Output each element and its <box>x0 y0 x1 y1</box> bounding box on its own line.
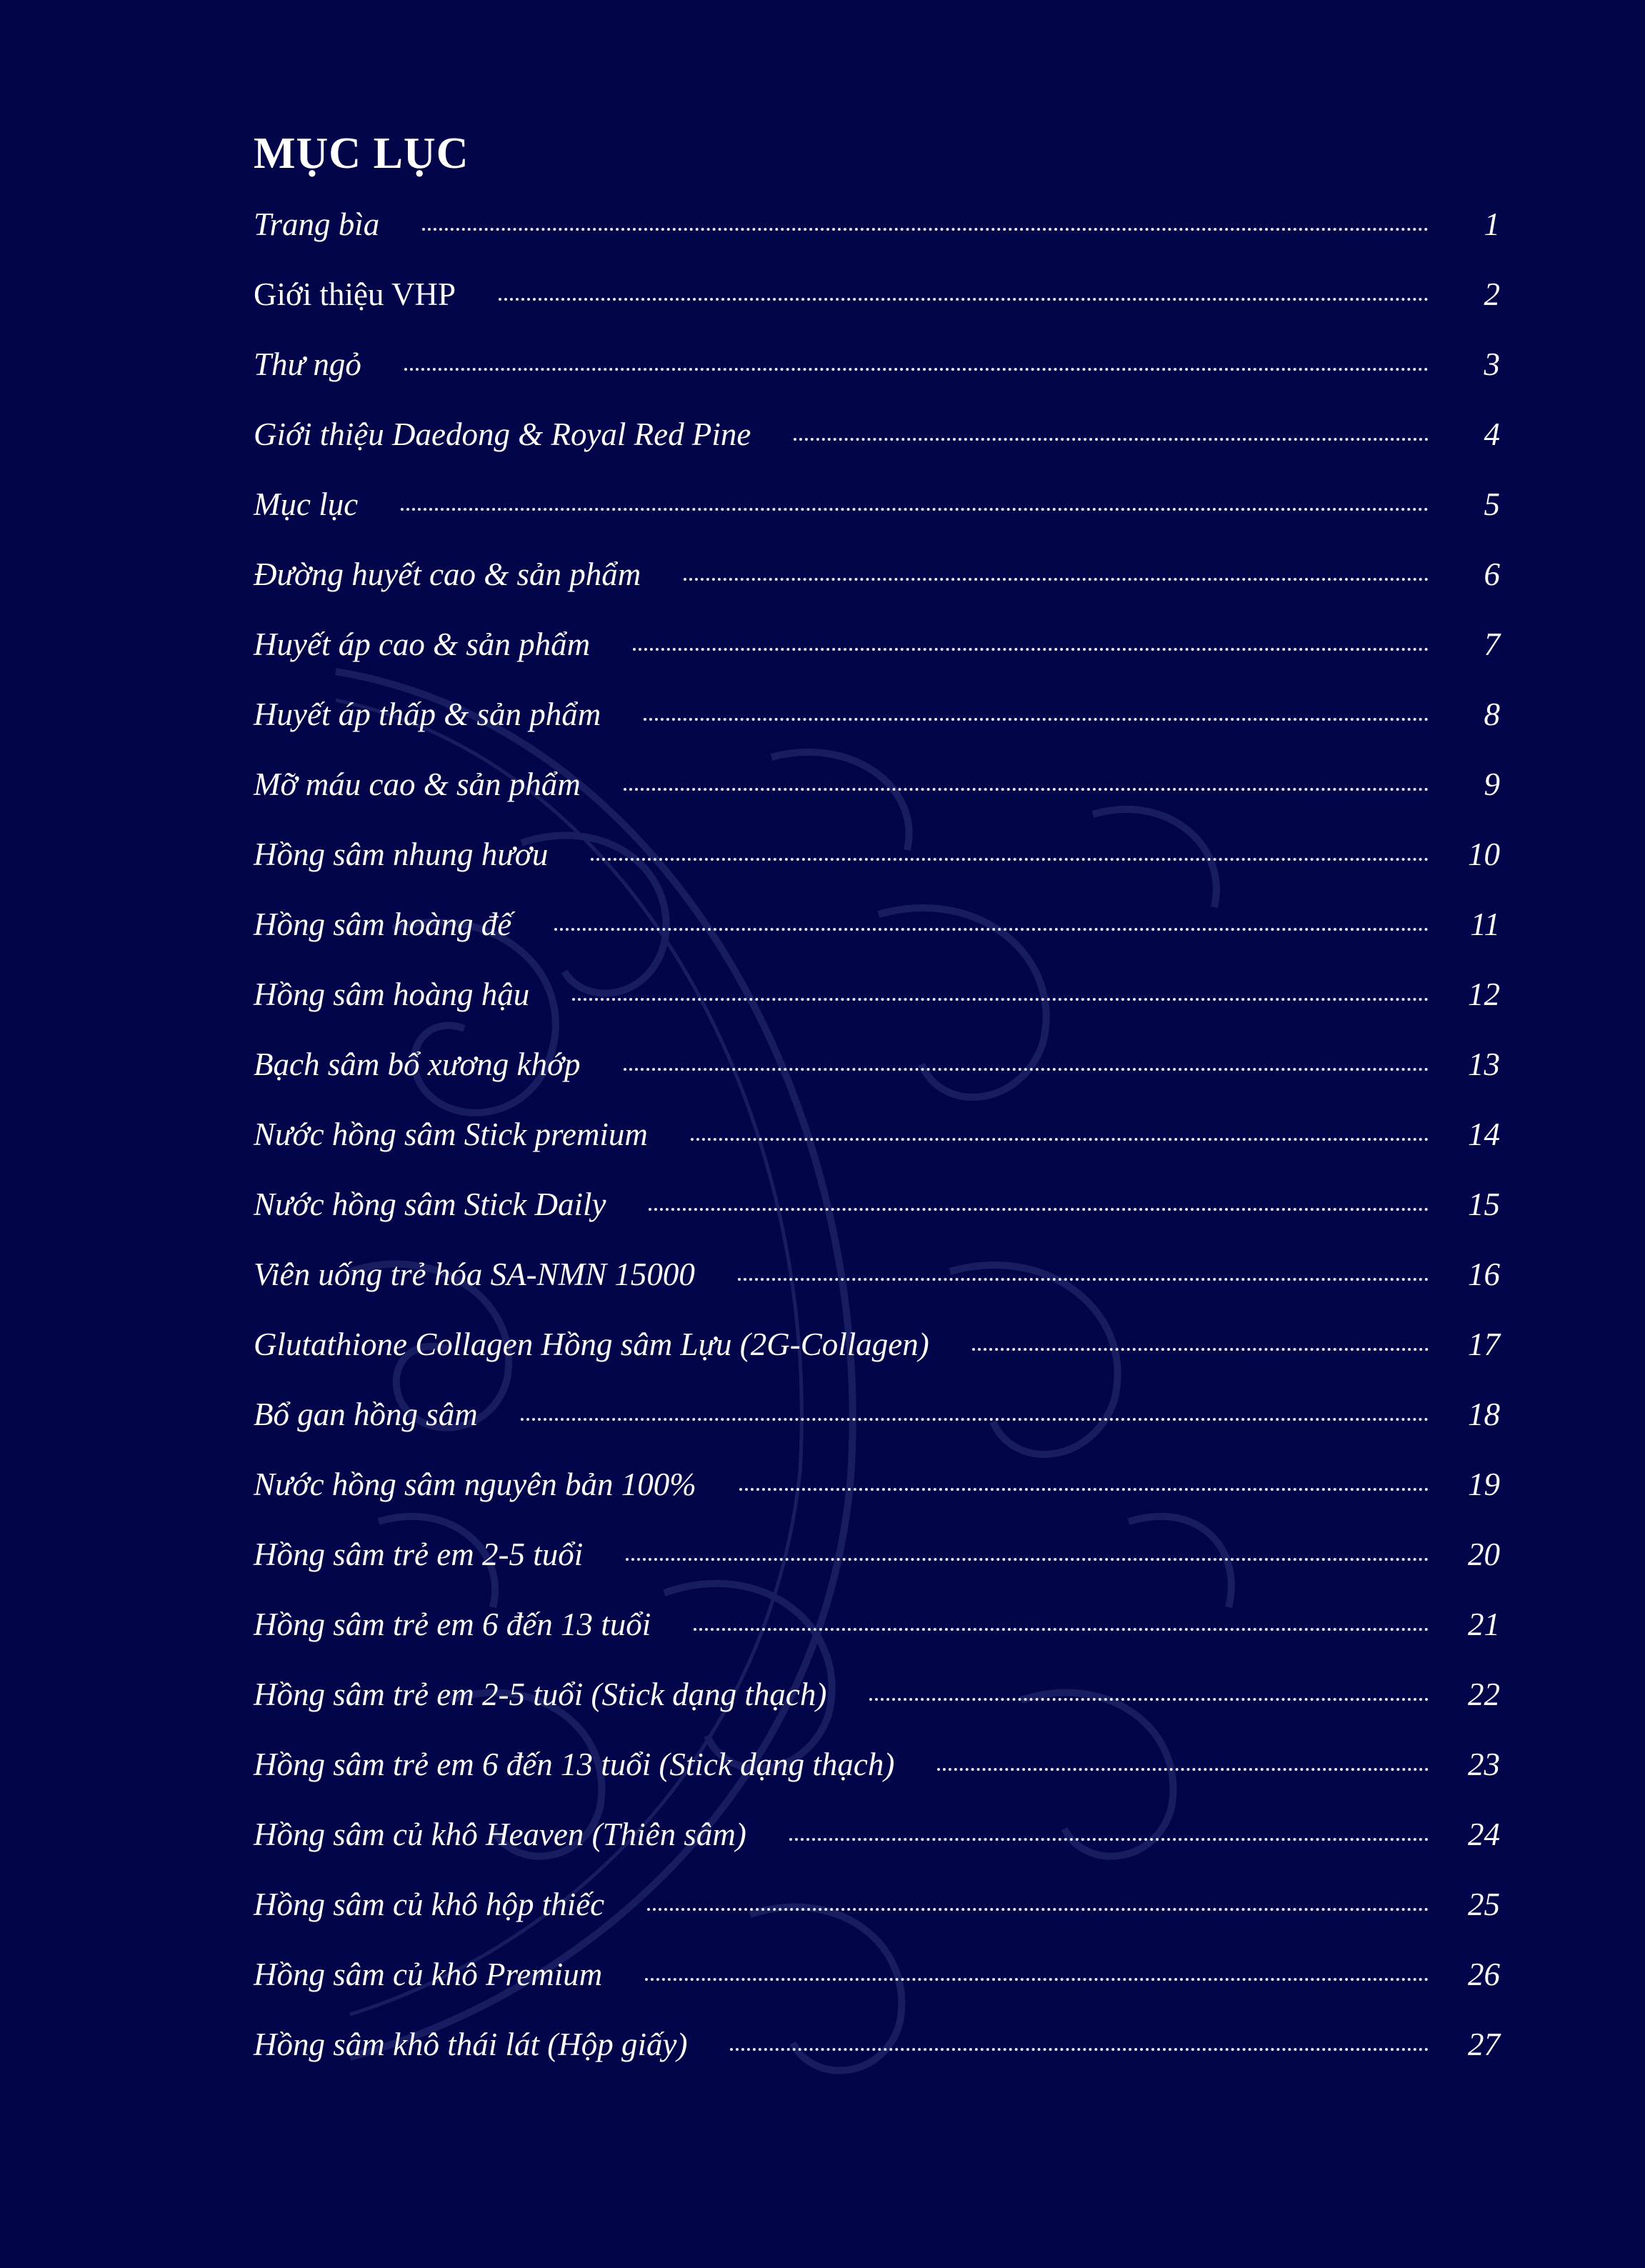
toc-entry-page-number: 25 <box>1468 1887 1500 1922</box>
dot-leader <box>644 718 1429 721</box>
toc-entry-label: Giới thiệu VHP <box>254 276 456 312</box>
toc-entry[interactable] <box>254 1309 1500 1379</box>
toc-entry-page-number: 15 <box>1468 1187 1500 1222</box>
toc-entry-label: Hồng sâm hoàng hậu <box>254 976 530 1012</box>
toc-entry-label: Bổ gan hồng sâm <box>254 1397 478 1432</box>
toc-entry[interactable] <box>254 329 1500 399</box>
toc-entry-page-number: 24 <box>1468 1817 1500 1852</box>
toc-entry-page-number: 14 <box>1468 1116 1500 1152</box>
toc-entry[interactable] <box>254 1519 1500 1589</box>
toc-entry-page-number: 5 <box>1484 486 1500 522</box>
toc-entry-page-number: 20 <box>1468 1537 1500 1572</box>
toc-entry-label: Trang bìa <box>254 206 380 242</box>
toc-entry[interactable] <box>254 1729 1500 1799</box>
dot-leader <box>554 928 1429 931</box>
toc-entry-label: Nước hồng sâm Stick premium <box>254 1116 648 1152</box>
dot-leader <box>694 1628 1429 1631</box>
toc-entry[interactable] <box>254 2009 1500 2079</box>
toc-entry-label: Hồng sâm trẻ em 2-5 tuổi <box>254 1537 584 1572</box>
toc-entry-page-number: 26 <box>1468 1957 1500 1992</box>
dot-leader <box>738 1278 1429 1281</box>
dot-leader <box>869 1698 1429 1701</box>
toc-entry[interactable] <box>254 399 1500 469</box>
dot-leader <box>624 788 1429 791</box>
toc-entry-page-number: 23 <box>1468 1747 1500 1782</box>
dot-leader <box>521 1418 1429 1421</box>
toc-entry-label: Huyết áp thấp & sản phẩm <box>254 696 601 732</box>
toc-entry-label: Giới thiệu Daedong & Royal Red Pine <box>254 416 751 452</box>
toc-entry-page-number: 13 <box>1468 1046 1500 1082</box>
toc-entry-label: Thư ngỏ <box>254 346 361 382</box>
dot-leader <box>645 1978 1429 1981</box>
toc-entry-label: Bạch sâm bổ xương khớp <box>254 1046 581 1082</box>
toc-entry-page-number: 6 <box>1484 556 1500 592</box>
toc-entry-page-number: 16 <box>1468 1257 1500 1292</box>
toc-entry-label: Hồng sâm hoàng đế <box>254 906 512 942</box>
toc-entry[interactable] <box>254 1799 1500 1869</box>
toc-entry-page-number: 21 <box>1468 1607 1500 1642</box>
toc-entry-label: Hồng sâm trẻ em 6 đến 13 tuổi <box>254 1607 651 1642</box>
toc-entry[interactable] <box>254 679 1500 749</box>
toc-entry[interactable] <box>254 889 1500 959</box>
toc-entry[interactable] <box>254 259 1500 329</box>
toc-entry-page-number: 12 <box>1468 976 1500 1012</box>
toc-entry-page-number: 10 <box>1468 836 1500 872</box>
toc-entry[interactable] <box>254 539 1500 609</box>
dot-leader <box>684 578 1429 581</box>
toc-entry-label: Nước hồng sâm Stick Daily <box>254 1187 606 1222</box>
toc-entry-page-number: 9 <box>1484 766 1500 802</box>
toc-entry[interactable] <box>254 1379 1500 1449</box>
toc-entry-label: Hồng sâm khô thái lát (Hộp giấy) <box>254 2027 688 2062</box>
toc-entry[interactable] <box>254 609 1500 679</box>
dot-leader <box>647 1908 1429 1911</box>
toc-entry[interactable] <box>254 1169 1500 1239</box>
toc-entry[interactable] <box>254 1239 1500 1309</box>
toc-entry-label: Huyết áp cao & sản phẩm <box>254 626 591 662</box>
toc-entry-label: Glutathione Collagen Hồng sâm Lựu (2G-Collagen) <box>254 1327 929 1362</box>
toc-entry-page-number: 17 <box>1468 1327 1500 1362</box>
toc-entry-page-number: 4 <box>1484 416 1500 452</box>
toc-entry-label: Đường huyết cao & sản phẩm <box>254 556 641 592</box>
dot-leader <box>404 368 1429 371</box>
toc-entry-label: Mỡ máu cao & sản phẩm <box>254 766 581 802</box>
toc-entry[interactable] <box>254 1939 1500 2009</box>
toc-entry[interactable] <box>254 749 1500 819</box>
toc-title: MỤC LỤC <box>254 129 469 178</box>
toc-entry-page-number: 3 <box>1484 346 1500 382</box>
dot-leader <box>730 2048 1429 2051</box>
toc-entry-page-number: 2 <box>1484 276 1500 312</box>
toc-entry-label: Hồng sâm củ khô Heaven (Thiên sâm) <box>254 1817 746 1852</box>
table-of-contents <box>254 118 1500 2079</box>
dot-leader <box>789 1838 1429 1841</box>
dot-leader <box>626 1558 1429 1561</box>
toc-entry-page-number: 7 <box>1484 626 1500 662</box>
dot-leader <box>794 438 1429 441</box>
dot-leader <box>937 1768 1429 1771</box>
dot-leader <box>972 1348 1429 1351</box>
dot-leader <box>591 858 1429 861</box>
dot-leader <box>691 1138 1429 1141</box>
toc-entry[interactable] <box>254 819 1500 889</box>
toc-entry-label: Hồng sâm trẻ em 6 đến 13 tuổi (Stick dạng thạch) <box>254 1747 895 1782</box>
toc-entry[interactable] <box>254 959 1500 1029</box>
toc-entry-page-number: 8 <box>1484 696 1500 732</box>
toc-entry[interactable] <box>254 189 1500 259</box>
toc-entry-label: Nước hồng sâm nguyên bản 100% <box>254 1467 696 1502</box>
toc-entry-page-number: 22 <box>1468 1677 1500 1712</box>
dot-leader <box>422 228 1429 231</box>
toc-entry[interactable] <box>254 1449 1500 1519</box>
toc-entry-page-number: 1 <box>1484 206 1500 242</box>
dot-leader <box>624 1068 1429 1071</box>
toc-entry-label: Mục lục <box>254 486 359 522</box>
toc-entry-page-number: 19 <box>1468 1467 1500 1502</box>
toc-entry-label: Hồng sâm củ khô Premium <box>254 1957 603 1992</box>
toc-entry[interactable] <box>254 1029 1500 1099</box>
dot-leader <box>499 298 1429 301</box>
toc-entry-label: Hồng sâm nhung hươu <box>254 836 549 872</box>
toc-entry-page-number: 18 <box>1468 1397 1500 1432</box>
toc-entry[interactable] <box>254 1869 1500 1939</box>
dot-leader <box>739 1488 1429 1491</box>
toc-entry[interactable] <box>254 1589 1500 1659</box>
toc-entry-label: Viên uống trẻ hóa SA-NMN 15000 <box>254 1257 695 1292</box>
toc-entry-page-number: 27 <box>1468 2027 1500 2062</box>
toc-entry-page-number: 11 <box>1470 906 1500 942</box>
toc-entry[interactable] <box>254 1099 1500 1169</box>
dot-leader <box>572 998 1429 1001</box>
dot-leader <box>401 508 1429 511</box>
dot-leader <box>649 1208 1429 1211</box>
toc-list <box>254 189 1500 2079</box>
toc-entry-label: Hồng sâm củ khô hộp thiếc <box>254 1887 605 1922</box>
toc-entry-label: Hồng sâm trẻ em 2-5 tuổi (Stick dạng thạch) <box>254 1677 827 1712</box>
toc-entry[interactable] <box>254 1659 1500 1729</box>
toc-entry[interactable] <box>254 469 1500 539</box>
dot-leader <box>633 648 1429 651</box>
